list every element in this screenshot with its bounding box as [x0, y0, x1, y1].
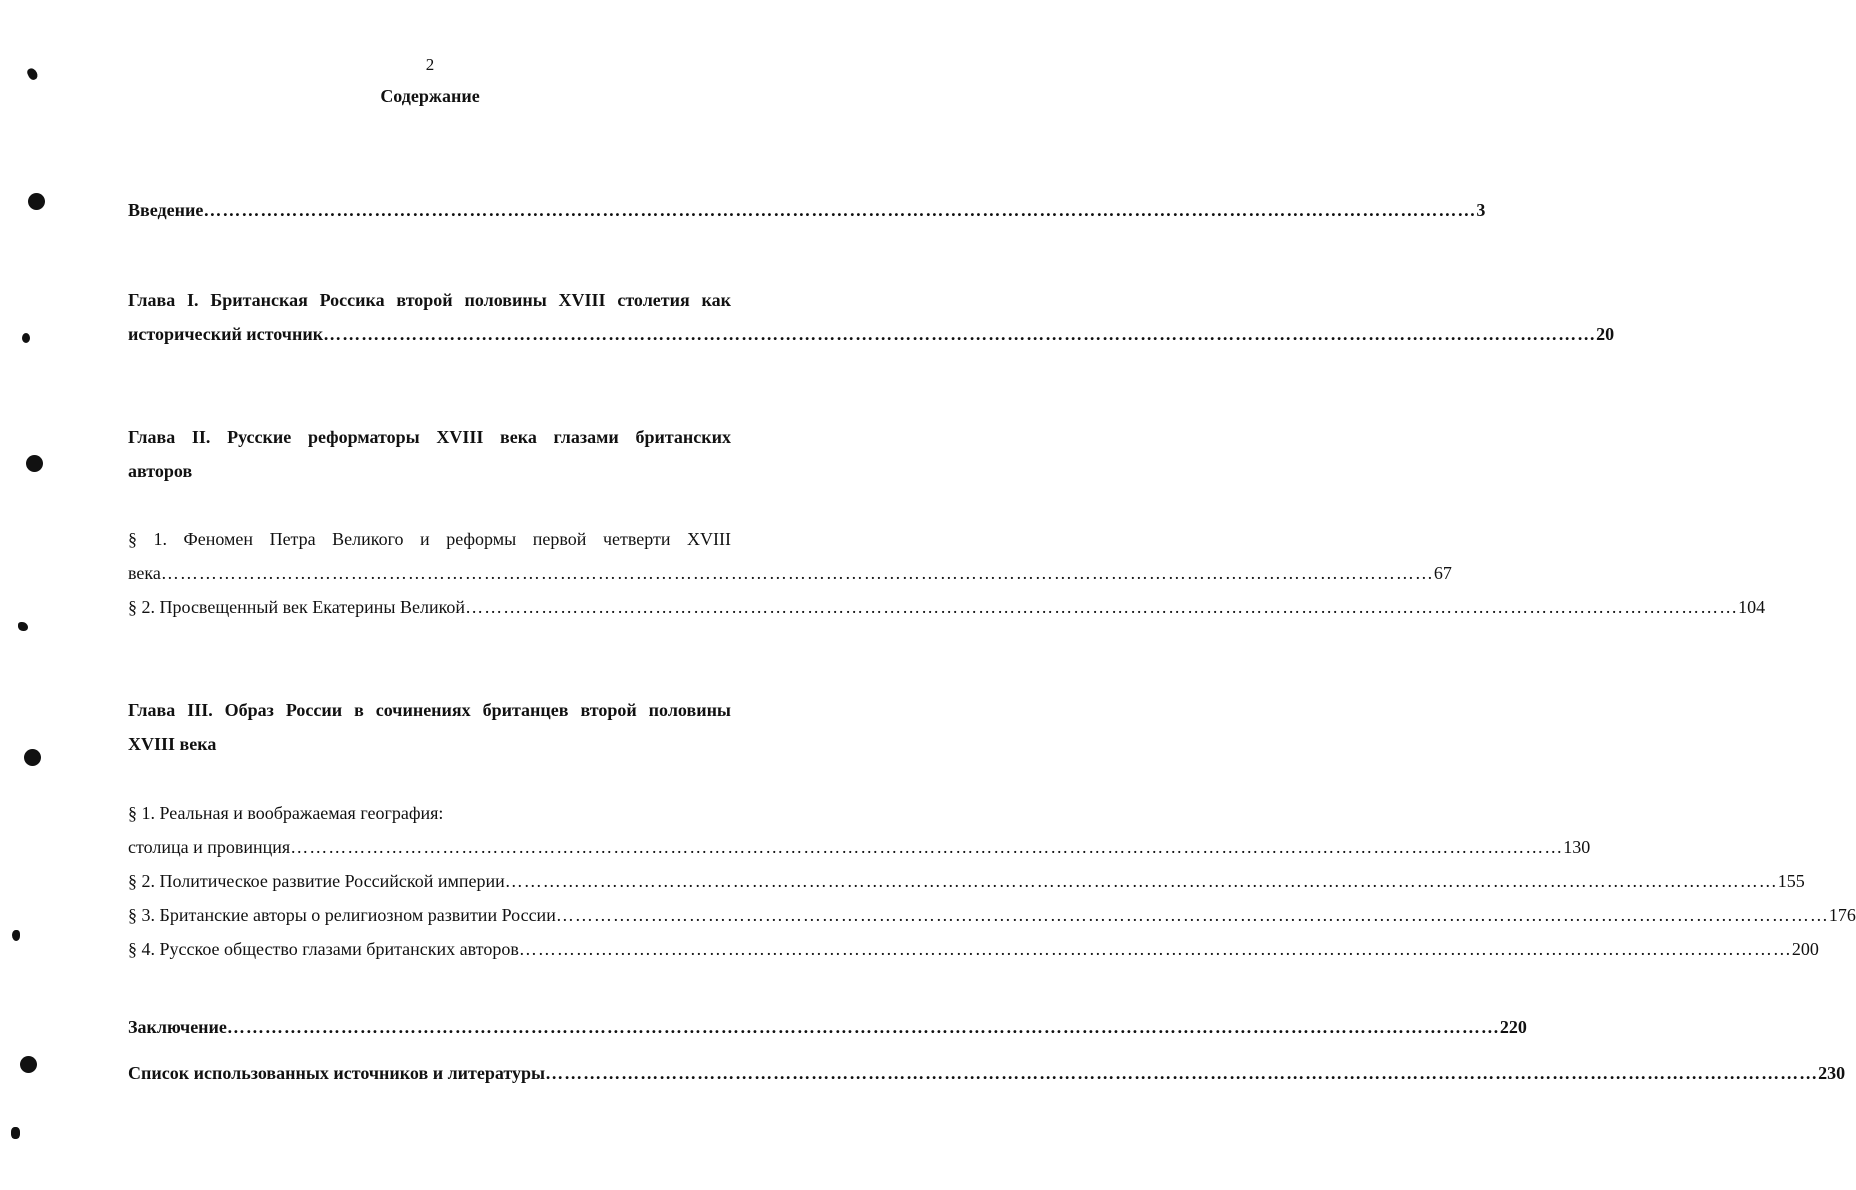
section-line-1: § 1. Феномен Петра Великого и реформы первой четверти XVIII: [128, 529, 731, 549]
toc-ch3-section-3[interactable]: [128, 898, 1856, 932]
page-number: 2: [425, 55, 435, 74]
leader-dots: …………………………………………………………………………………………………………………………………………………………………………………: [465, 597, 1739, 617]
leader-dots: …………………………………………………………………………………………………………………………………………………………………………………: [323, 324, 1597, 344]
binder-hole: [20, 1056, 37, 1073]
section-text: § 4. Русское общество глазами британских авторов: [128, 939, 519, 959]
toc-page-number: 220: [1499, 1017, 1527, 1037]
leader-dots: …………………………………………………………………………………………………………………………………………………………………………………: [226, 1017, 1500, 1037]
chapter-heading-line-2: исторический источник: [128, 324, 324, 344]
leader-dots: …………………………………………………………………………………………………………………………………………………………………………………: [545, 1063, 1819, 1083]
chapter-heading-line-2: авторов: [128, 461, 193, 481]
section-line-2: столица и провинция: [128, 837, 291, 857]
section-text: § 2. Просвещенный век Екатерины Великой: [128, 597, 466, 617]
toc-chapter-1[interactable]: [128, 283, 1615, 351]
toc-page-number: 230: [1818, 1063, 1846, 1083]
page-title: Содержание: [380, 86, 480, 106]
toc-page-number: 155: [1777, 871, 1805, 891]
binder-hole: [24, 749, 41, 766]
leader-dots: …………………………………………………………………………………………………………………………………………………………………………………: [555, 905, 1829, 925]
binder-hole: [28, 193, 45, 210]
toc-page-number: 104: [1738, 597, 1766, 617]
leader-dots: …………………………………………………………………………………………………………………………………………………………………………………: [160, 563, 1434, 583]
toc-page-number: 130: [1563, 837, 1591, 857]
chapter-heading-line-1: Глава II. Русские реформаторы XVIII века глазами британских: [128, 427, 731, 447]
leader-dots: …………………………………………………………………………………………………………………………………………………………………………………: [518, 939, 1792, 959]
scan-mark: [11, 1127, 20, 1139]
scan-mark: [22, 333, 30, 343]
chapter-heading-line-2: XVIII века: [128, 734, 217, 754]
toc-ch3-section-4[interactable]: [128, 932, 1819, 966]
toc-entry-text: Заключение: [128, 1017, 227, 1037]
toc-ch2-section-1[interactable]: [128, 522, 1452, 590]
binder-hole: [26, 455, 43, 472]
toc-ch3-section-1[interactable]: [128, 796, 1591, 864]
toc-bibliography[interactable]: [128, 1056, 1846, 1090]
leader-dots: …………………………………………………………………………………………………………………………………………………………………………………: [504, 871, 1778, 891]
section-text: § 2. Политическое развитие Российской империи: [128, 871, 505, 891]
chapter-heading-line-1: Глава III. Образ России в сочинениях британцев второй половины: [128, 700, 731, 720]
toc-entry-text: Введение: [128, 200, 204, 220]
chapter-heading-line-1: Глава I. Британская Россика второй половины XVIII столетия как: [128, 290, 731, 310]
leader-dots: …………………………………………………………………………………………………………………………………………………………………………………: [290, 837, 1564, 857]
scan-mark: [18, 622, 28, 631]
section-line-1: § 1. Реальная и воображаемая география:: [128, 803, 444, 823]
toc-page-number: 3: [1476, 200, 1486, 220]
section-text: § 3. Британские авторы о религиозном развитии России: [128, 905, 556, 925]
section-line-2: века: [128, 563, 161, 583]
toc-intro[interactable]: [128, 193, 1486, 227]
toc-entry-text: Список использованных источников и литературы: [128, 1063, 546, 1083]
toc-chapter-3[interactable]: [128, 693, 731, 761]
toc-ch3-section-2[interactable]: [128, 864, 1805, 898]
leader-dots: …………………………………………………………………………………………………………………………………………………………………………………: [203, 200, 1477, 220]
toc-conclusion[interactable]: [128, 1010, 1527, 1044]
toc-page-number: 20: [1596, 324, 1615, 344]
toc-page-number: 176: [1828, 905, 1856, 925]
toc-page-number: 200: [1791, 939, 1819, 959]
toc-page-number: 67: [1433, 563, 1452, 583]
scan-mark: [12, 930, 20, 941]
toc-chapter-2[interactable]: [128, 420, 731, 488]
toc-ch2-section-2[interactable]: [128, 590, 1766, 624]
